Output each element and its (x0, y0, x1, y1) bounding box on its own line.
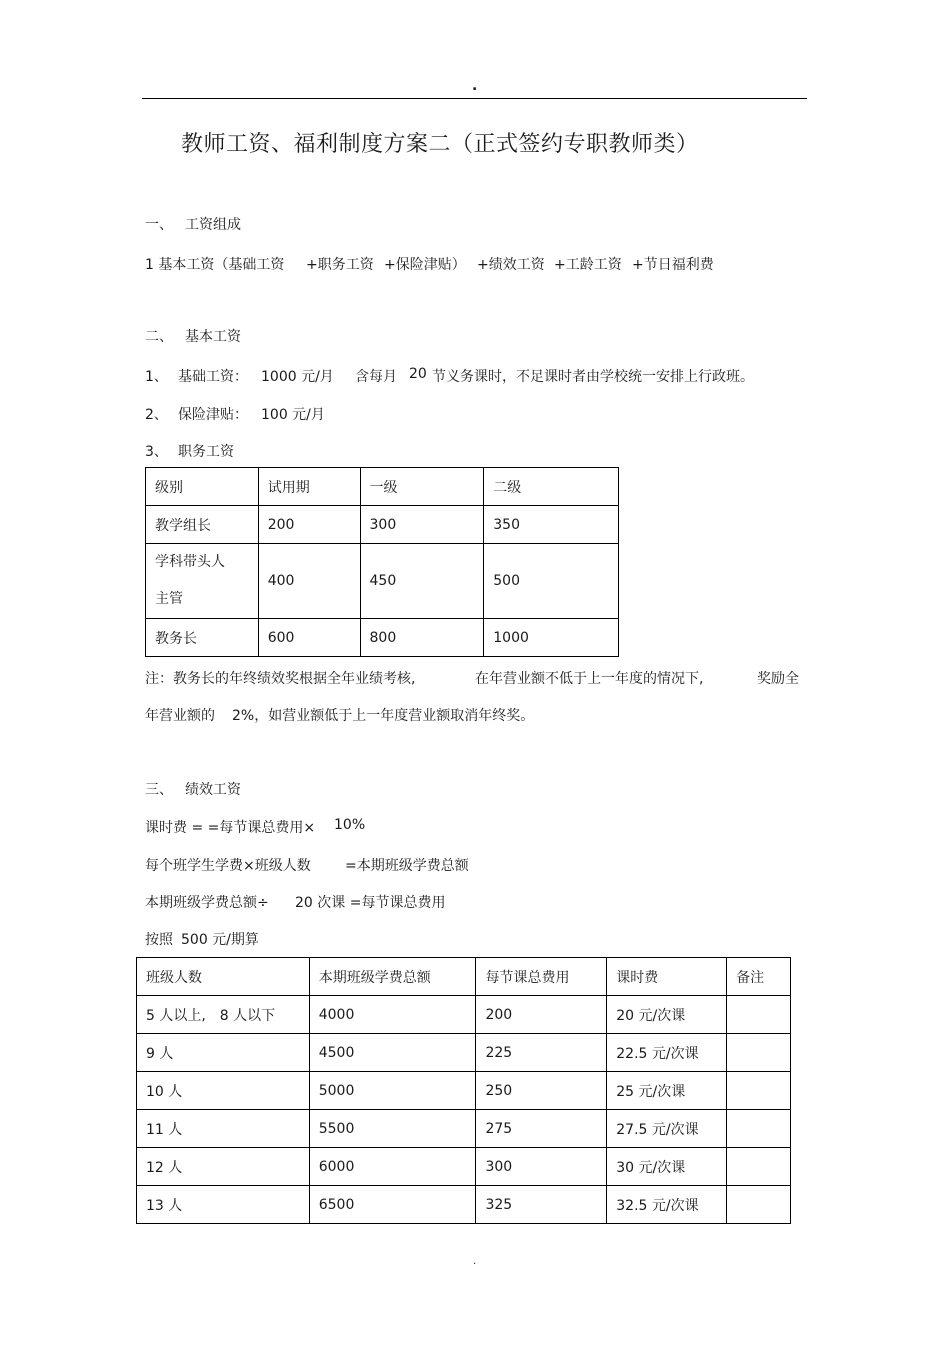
table-cell: 教务长 (146, 619, 259, 657)
position-salary-table (145, 467, 619, 657)
salary-part-3: +保险津贴） (384, 257, 466, 273)
section1-heading: 工资组成 (185, 217, 241, 233)
page-title: 教师工资、福利制度方案二（正式签约专职教师类） (181, 132, 699, 157)
table-header-cell: 备注 (727, 958, 791, 996)
salary-part-2: +职务工资 (306, 257, 374, 273)
table-cell: 300 (476, 1148, 607, 1186)
item2-label: 保险津贴： (178, 407, 248, 423)
table-cell: 325 (476, 1186, 607, 1224)
table-cell: 13 人 (137, 1186, 310, 1224)
note-part-b: 在年营业额不低于上一年度的情况下, (475, 671, 704, 687)
formula1-b: 10% (334, 817, 366, 833)
table-cell (727, 1148, 791, 1186)
salary-part-4: +绩效工资 (477, 257, 545, 273)
table-header-row (146, 468, 619, 506)
table-row (137, 996, 791, 1034)
table-cell: 400 (258, 544, 360, 619)
item3-label: 职务工资 (178, 444, 234, 460)
section1-heading-num: 一、 (145, 217, 173, 233)
header-rule (142, 98, 807, 99)
header-dot: . (472, 78, 478, 94)
item2-num: 2、 (145, 407, 168, 423)
table-header-cell: 一级 (360, 468, 484, 506)
item1-rest: 节义务课时，不足课时者由学校统一安排上行政班。 (432, 369, 754, 385)
table-cell (727, 1186, 791, 1224)
table-cell: 5 人以上, 8 人以下 (137, 996, 310, 1034)
item1-value: 1000 元/月 (261, 369, 334, 385)
table-cell: 275 (476, 1110, 607, 1148)
formula1-a: 课时费 = =每节课总费用× (145, 820, 316, 836)
table-cell (727, 1072, 791, 1110)
class-fee-table (136, 957, 791, 1224)
table-cell (146, 544, 259, 619)
note-part-c: 奖励全 (757, 671, 799, 687)
item1-label: 基础工资： (178, 369, 248, 385)
table-cell: 6000 (309, 1148, 476, 1186)
salary-part-6: +节日福利费 (632, 257, 714, 273)
table-cell: 11 人 (137, 1110, 310, 1148)
table-cell: 30 元/次课 (607, 1148, 727, 1186)
note-part-d2: 2%，如营业额低于上一年度营业额取消年终奖。 (232, 708, 535, 724)
table-cell: 32.5 元/次课 (607, 1186, 727, 1224)
table-cell: 350 (484, 506, 619, 544)
table-header-cell: 本期班级学费总额 (309, 958, 476, 996)
table-cell: 6500 (309, 1186, 476, 1224)
cell-line: 学科带头人 (155, 554, 225, 570)
table-cell: 9 人 (137, 1034, 310, 1072)
table-cell: 600 (258, 619, 360, 657)
formula4-a: 按照 (145, 932, 173, 948)
table-row (137, 1034, 791, 1072)
table-cell: 5500 (309, 1110, 476, 1148)
table-cell (727, 1034, 791, 1072)
table-cell: 1000 (484, 619, 619, 657)
table-cell: 200 (476, 996, 607, 1034)
table-cell: 20 元/次课 (607, 996, 727, 1034)
section2-heading-num: 二、 (145, 329, 173, 345)
formula2-a: 每个班学生学费×班级人数 (145, 858, 311, 874)
table-header-cell: 班级人数 (137, 958, 310, 996)
table-row (137, 1072, 791, 1110)
item2-value: 100 元/月 (261, 407, 325, 423)
table-cell: 教学组长 (146, 506, 259, 544)
table-cell: 500 (484, 544, 619, 619)
table-header-cell: 试用期 (258, 468, 360, 506)
table-cell: 4000 (309, 996, 476, 1034)
salary-part-5: +工龄工资 (554, 257, 622, 273)
table-cell (727, 1110, 791, 1148)
table-row (146, 544, 619, 619)
formula3-a: 本期班级学费总额÷ (145, 895, 269, 911)
table-cell: 27.5 元/次课 (607, 1110, 727, 1148)
item3-num: 3、 (145, 444, 168, 460)
table-row (137, 1186, 791, 1224)
note-part-d1: 年营业额的 (145, 708, 215, 724)
formula2-b: =本期班级学费总额 (345, 858, 469, 874)
table-cell: 25 元/次课 (607, 1072, 727, 1110)
table-cell: 450 (360, 544, 484, 619)
table-header-row (137, 958, 791, 996)
table-cell (727, 996, 791, 1034)
table-cell: 225 (476, 1034, 607, 1072)
item1-note: 含每月 (355, 369, 397, 385)
table-cell: 22.5 元/次课 (607, 1034, 727, 1072)
section3-heading-num: 三、 (145, 782, 173, 798)
note-part-a: 注：教务长的年终绩效奖根据全年业绩考核, (145, 671, 416, 687)
table-cell: 5000 (309, 1072, 476, 1110)
table-row (137, 1148, 791, 1186)
table-header-cell: 级别 (146, 468, 259, 506)
table-row (137, 1110, 791, 1148)
table-header-cell: 二级 (484, 468, 619, 506)
item1-num: 1、 (145, 369, 168, 385)
section3-heading: 绩效工资 (185, 782, 241, 798)
table-cell: 250 (476, 1072, 607, 1110)
item1-hours: 20 (409, 366, 427, 382)
table-cell: 800 (360, 619, 484, 657)
table-row (146, 619, 619, 657)
salary-part-1: 1 基本工资（基础工资 (145, 257, 285, 273)
table-row (146, 506, 619, 544)
table-header-cell: 课时费 (607, 958, 727, 996)
formula4-b: 500 元/期算 (181, 932, 259, 948)
cell-line: 主管 (155, 591, 183, 607)
table-cell: 4500 (309, 1034, 476, 1072)
table-cell: 200 (258, 506, 360, 544)
footer-dot: . (473, 1256, 477, 1267)
formula3-b: 20 次课 =每节课总费用 (295, 895, 446, 911)
table-cell: 300 (360, 506, 484, 544)
section2-heading: 基本工资 (185, 329, 241, 345)
table-cell: 10 人 (137, 1072, 310, 1110)
table-header-cell: 每节课总费用 (476, 958, 607, 996)
table-cell: 12 人 (137, 1148, 310, 1186)
